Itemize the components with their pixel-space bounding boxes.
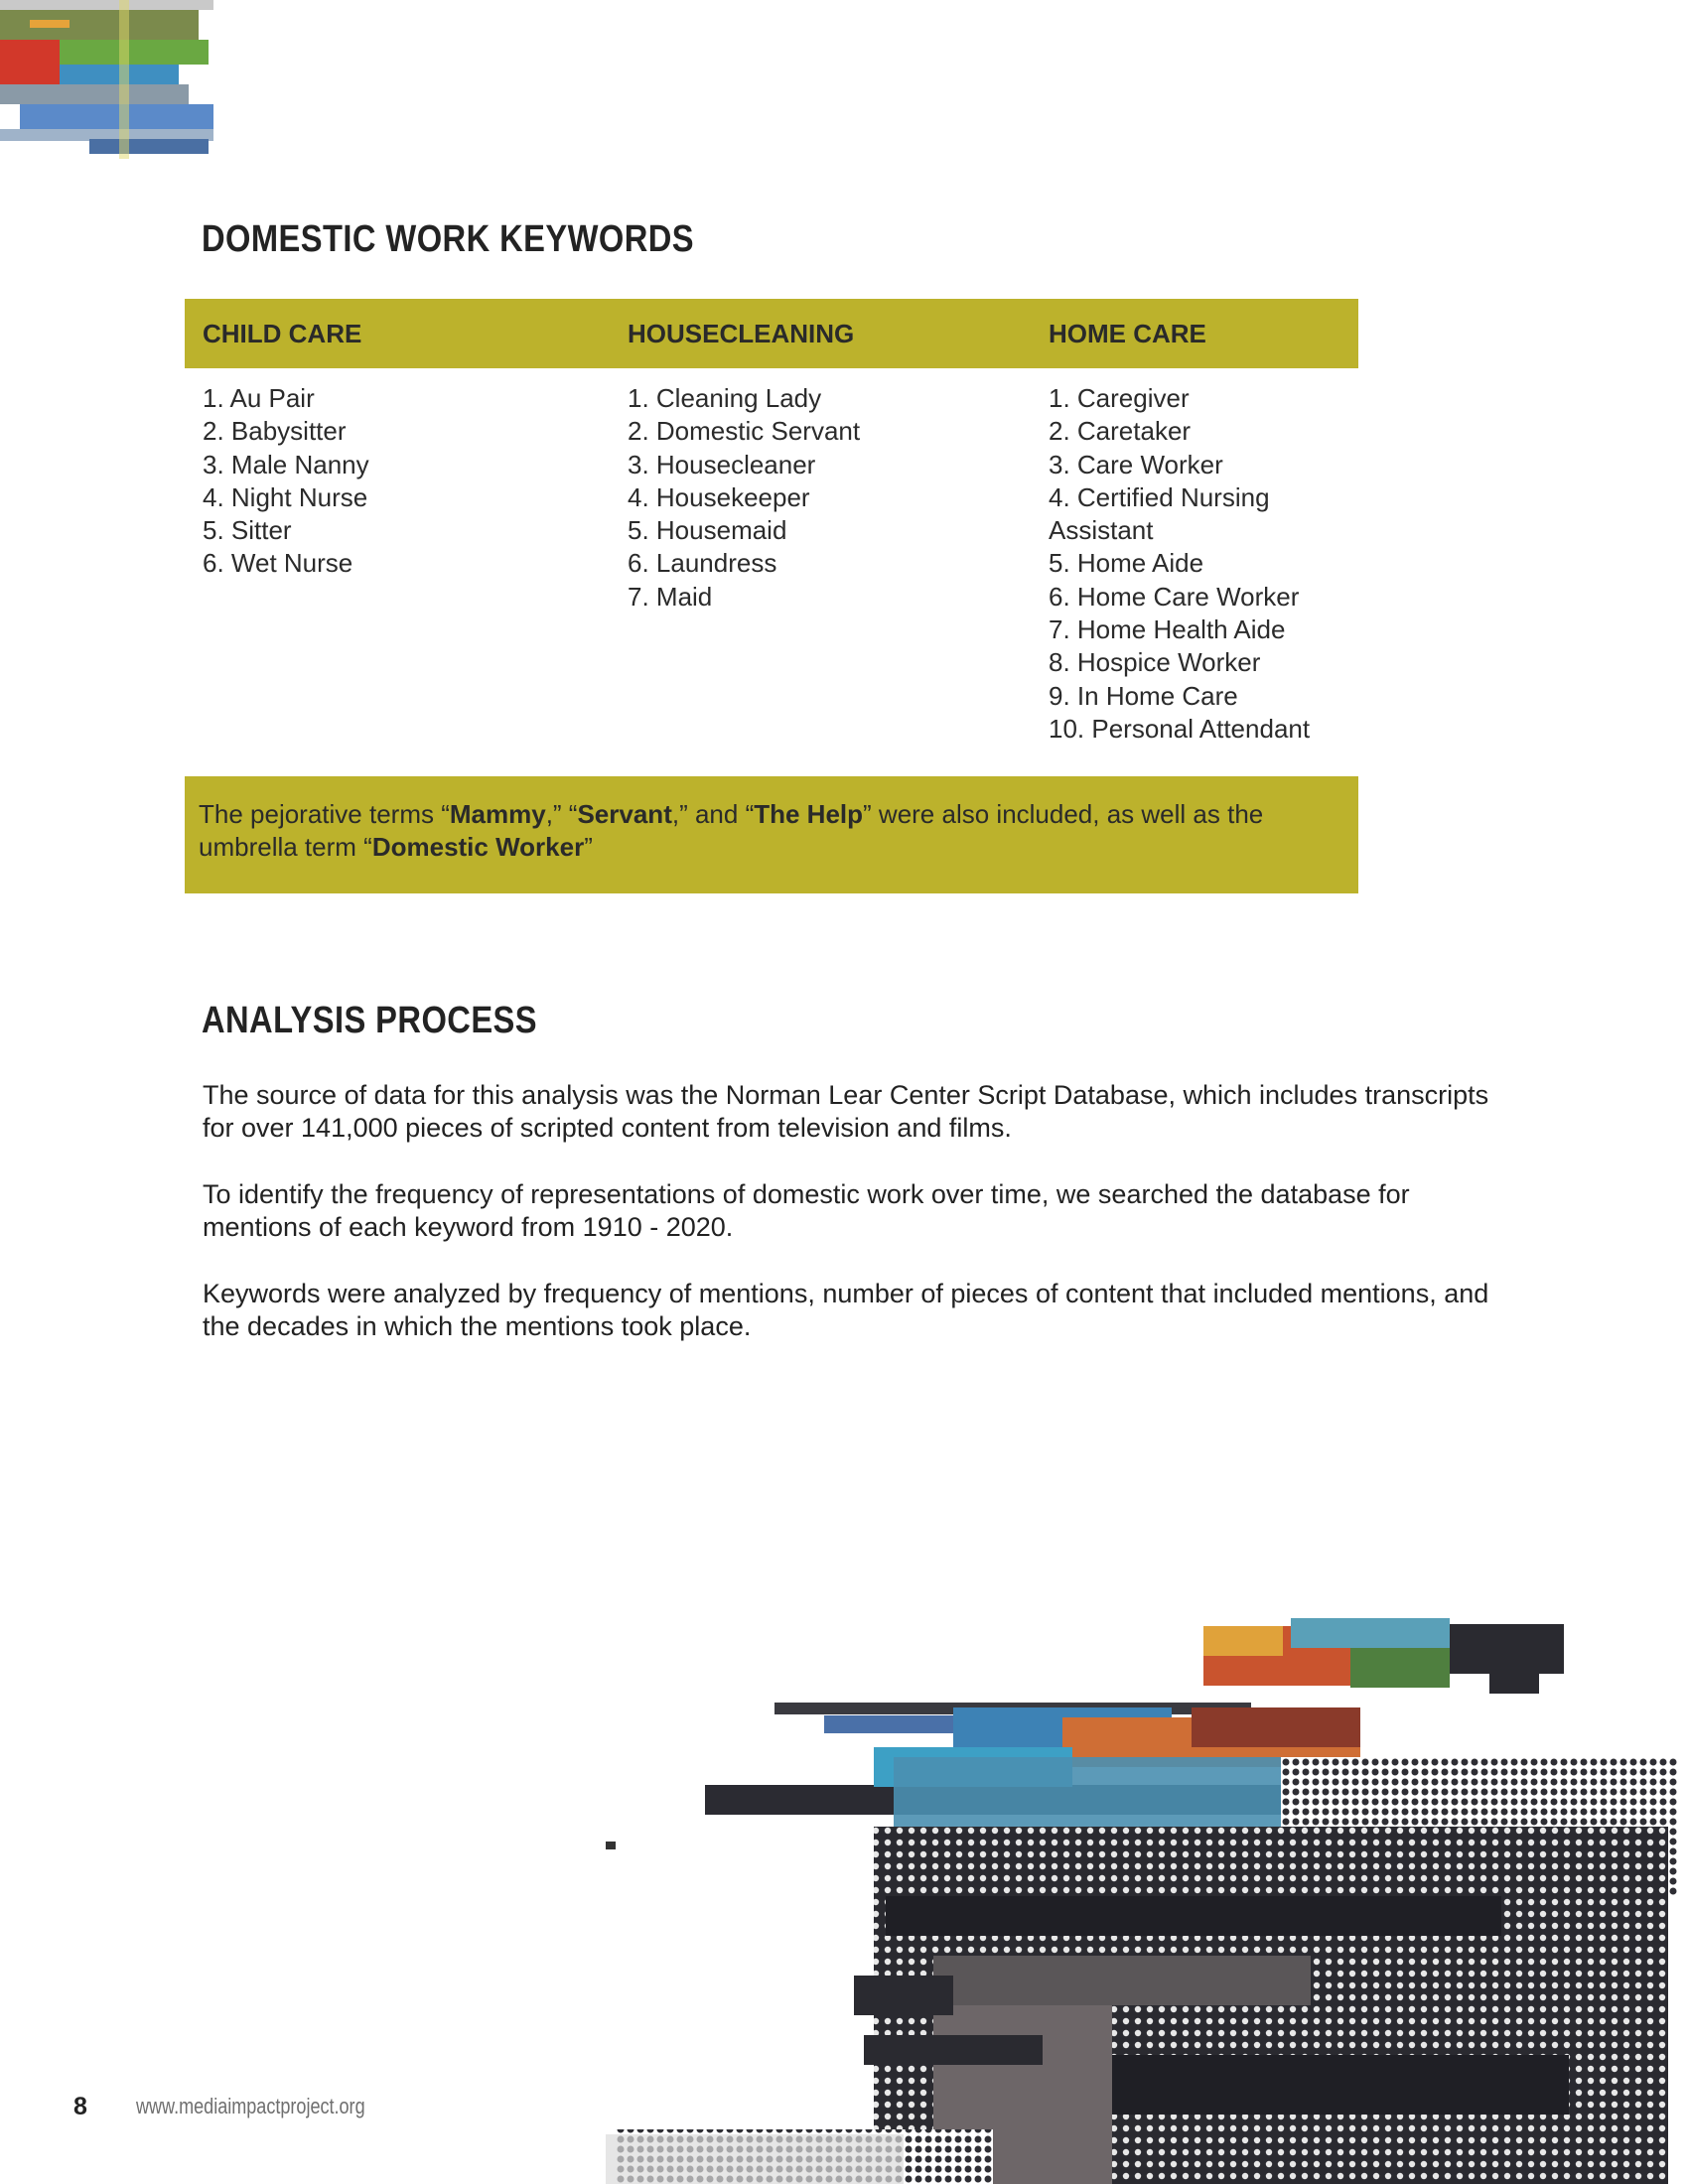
keywords-table-header <box>185 299 1358 368</box>
list-item: 1. Au Pair <box>203 383 315 413</box>
glitch-art-top-left <box>0 0 218 159</box>
list-item: 2. Caretaker <box>1049 416 1192 447</box>
list-item: 3. Care Worker <box>1049 449 1223 479</box>
column-header-child-care: CHILD CARE <box>203 319 362 348</box>
list-item: 3. Male Nanny <box>203 449 369 479</box>
list-item: 4. Housekeeper <box>628 481 810 512</box>
list-item: 7. Maid <box>628 581 713 612</box>
list-item: Assistant <box>1049 515 1154 546</box>
list-item: 1. Cleaning Lady <box>628 383 822 413</box>
list-item: 1. Caregiver <box>1049 383 1190 413</box>
keyword-list-child-care <box>203 382 369 581</box>
note-text: The pejorative terms “Mammy,” “Servant,” and “The Help” were also included, as well as the umbrella term “Domestic Worker” <box>199 799 1264 862</box>
pejorative-terms-note <box>185 776 1358 893</box>
list-item: 3. Housecleaner <box>628 449 816 479</box>
keyword-list-home-care <box>1049 382 1310 746</box>
glitch-art-bottom-right <box>596 1598 1688 2184</box>
footer-url: www.mediaimpactproject.org <box>136 2094 365 2118</box>
analysis-paragraph-2: To identify the frequency of representations of domestic work over time, we searched the database for mentions of each keyword from 1910 - 2020. <box>203 1179 1410 1242</box>
list-item: 6. Wet Nurse <box>203 548 353 579</box>
list-item: 9. In Home Care <box>1049 680 1238 711</box>
list-item: 10. Personal Attendant <box>1049 713 1311 744</box>
list-item: 2. Domestic Servant <box>628 416 861 447</box>
list-item: 7. Home Health Aide <box>1049 614 1286 645</box>
column-header-home-care: HOME CARE <box>1049 319 1206 348</box>
analysis-paragraph-1: The source of data for this analysis was the Norman Lear Center Script Database, which includes transcripts for over 141,000 pieces of scripted content from television and films. <box>203 1080 1489 1143</box>
list-item: 8. Hospice Worker <box>1049 647 1261 678</box>
column-header-housecleaning: HOUSECLEANING <box>628 319 855 348</box>
list-item: 5. Housemaid <box>628 515 787 546</box>
list-item: 2. Babysitter <box>203 416 347 447</box>
list-item: 5. Sitter <box>203 515 292 546</box>
list-item: 6. Laundress <box>628 548 777 579</box>
list-item: 5. Home Aide <box>1049 548 1204 579</box>
section-title-analysis: ANALYSIS PROCESS <box>202 1000 538 1041</box>
analysis-paragraph-3: Keywords were analyzed by frequency of mentions, number of pieces of content that included mentions, and the decades in which the mentions took place. <box>203 1279 1489 1341</box>
section-title-keywords: DOMESTIC WORK KEYWORDS <box>202 218 695 260</box>
list-item: 4. Night Nurse <box>203 481 368 512</box>
keyword-list-housecleaning <box>628 382 860 614</box>
list-item: 6. Home Care Worker <box>1049 581 1300 612</box>
list-item: 4. Certified Nursing <box>1049 481 1270 512</box>
page-number: 8 <box>73 2093 87 2120</box>
